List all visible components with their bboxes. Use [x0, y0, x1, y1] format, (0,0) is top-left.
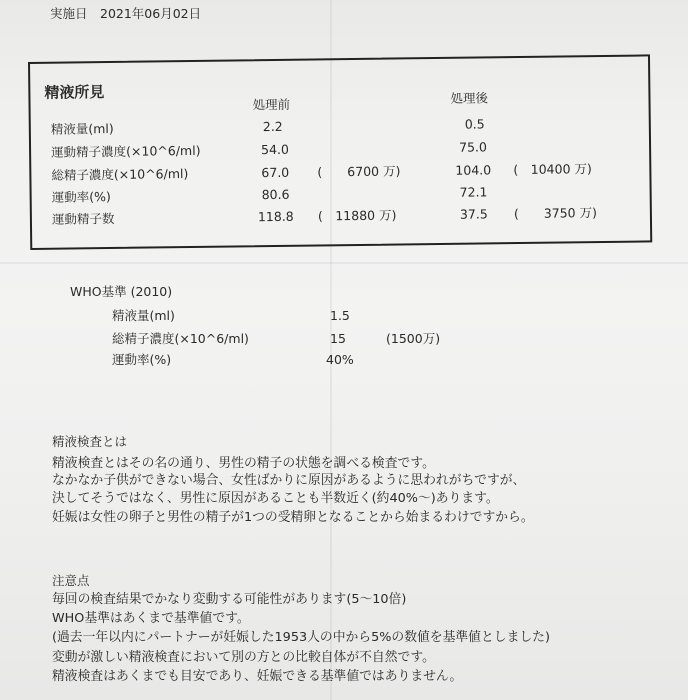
- who-semen-volume-label: 精液量(ml): [112, 308, 175, 323]
- semen-findings-box: [28, 54, 652, 250]
- total-sperm-concentration-before: 67.0: [261, 164, 290, 181]
- before-column-header: 処理前: [252, 96, 291, 113]
- total-sperm-concentration-after-extra: ( 10400 万): [513, 161, 592, 178]
- about-line-2: なかなか子供ができない場合、女性ばかりに原因があるように思われがちですが、: [52, 473, 526, 488]
- motile-sperm-count-before: 118.8: [257, 208, 294, 225]
- who-standard-title: WHO基準 (2010): [70, 284, 173, 299]
- who-total-concentration-label: 総精子濃度(×10^6/ml): [112, 331, 249, 346]
- semen-volume-before: 2.2: [262, 118, 283, 135]
- notes-line-2: WHO基準はあくまで基準値です。: [52, 611, 250, 626]
- semen-volume-after: 0.5: [464, 116, 485, 132]
- motile-sperm-count-before-extra: ( 11880 万): [317, 207, 397, 224]
- motile-sperm-count-after-extra: ( 3750 万): [513, 205, 598, 222]
- who-semen-volume-value: 1.5: [330, 308, 350, 323]
- motility-rate-after: 72.1: [459, 184, 488, 200]
- total-sperm-concentration-before-extra: ( 6700 万): [317, 163, 401, 180]
- notes-heading: 注意点: [52, 573, 90, 588]
- motile-sperm-count-label: 運動精子数: [51, 210, 115, 227]
- who-total-concentration-extra: (1500万): [386, 331, 441, 346]
- motile-sperm-count-after: 37.5: [459, 206, 488, 222]
- who-motility-rate-label: 運動率(%): [112, 352, 172, 367]
- who-motility-rate-value: 40%: [326, 352, 354, 367]
- about-line-4: 妊娠は女性の卵子と男性の精子が1つの受精卵となることから始まるわけですから。: [52, 510, 534, 525]
- total-sperm-concentration-label: 総精子濃度(×10^6/ml): [51, 166, 189, 183]
- notes-line-4: 変動が激しい精液検査において別の方との比較自体が不自然です。: [52, 650, 435, 665]
- paper-fold-horizontal: [0, 262, 688, 264]
- motile-sperm-concentration-after: 75.0: [458, 139, 488, 155]
- semen-findings-title: 精液所見: [44, 83, 105, 102]
- about-line-1: 精液検査とはその名の通り、男性の精子の状態を調べる検査です。: [52, 456, 435, 471]
- motility-rate-before: 80.6: [261, 186, 290, 203]
- about-test-heading: 精液検査とは: [52, 434, 128, 449]
- who-total-concentration-value: 15: [330, 331, 346, 346]
- total-sperm-concentration-after: 104.0: [455, 162, 492, 178]
- exam-date: 実施日 2021年06月02日: [50, 6, 202, 21]
- motility-rate-label: 運動率(%): [51, 188, 111, 205]
- after-column-header: 処理後: [450, 90, 489, 106]
- notes-line-5: 精液検査はあくまでも目安であり、妊娠できる基準値ではありません。: [52, 669, 463, 684]
- about-line-3: 決してそうではなく、男性に原因があることも半数近く(約40%～)あります。: [52, 491, 499, 506]
- motile-sperm-concentration-label: 運動精子濃度(×10^6/ml): [51, 142, 201, 160]
- semen-volume-label: 精液量(ml): [50, 120, 114, 137]
- motile-sperm-concentration-before: 54.0: [260, 141, 290, 158]
- notes-line-1: 毎回の検査結果でかなり変動する可能性があります(5～10倍): [52, 592, 407, 607]
- notes-line-3: (過去一年以内にパートナーが妊娠した1953人の中から5%の数値を基準値としました): [52, 630, 550, 645]
